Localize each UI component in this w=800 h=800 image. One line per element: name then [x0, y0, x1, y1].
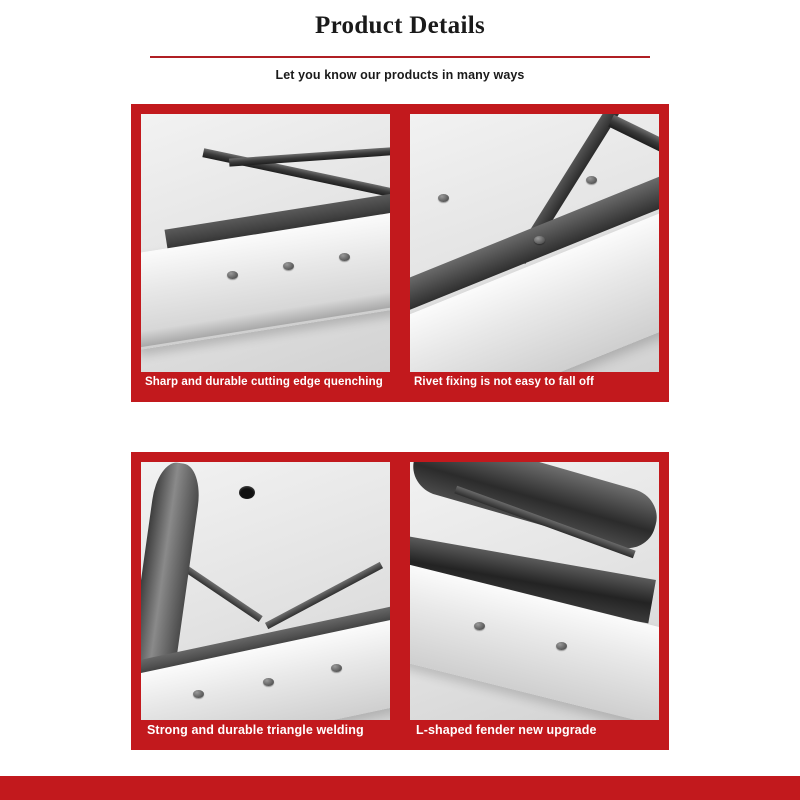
rivet-icon: [474, 622, 485, 630]
rivet-icon: [556, 642, 567, 650]
rivet-icon: [193, 690, 204, 698]
handle-tube: [410, 462, 659, 555]
rivet-icon: [339, 253, 350, 261]
panel-l-shaped-fender-caption: L-shaped fender new upgrade: [416, 723, 597, 737]
frame-strut-icon: [229, 145, 390, 166]
panel-row-1: [131, 104, 669, 402]
rivet-icon: [331, 664, 342, 672]
page-title: Product Details: [315, 12, 485, 39]
rivet-icon: [283, 262, 294, 270]
panel-triangle-welding-caption: Strong and durable triangle welding: [147, 723, 364, 737]
panel-cutting-edge: [131, 104, 400, 402]
panel-row-2: [131, 452, 669, 750]
page-header: [0, 0, 800, 82]
detail-panel-grid: [131, 104, 669, 750]
panel-l-shaped-fender: [400, 452, 669, 750]
page-subtitle: Let you know our products in many ways: [275, 68, 525, 82]
bolt-hole-icon: [239, 486, 255, 499]
panel-triangle-welding-image: [141, 462, 390, 720]
rivet-icon: [263, 678, 274, 686]
panel-l-shaped-fender-image: [410, 462, 659, 720]
rivet-icon: [534, 236, 545, 244]
panel-rivet-fixing-image: [410, 114, 659, 372]
rivet-icon: [227, 271, 238, 279]
footer-accent-bar: [0, 776, 800, 800]
rivet-icon: [438, 194, 449, 202]
panel-rivet-fixing: [400, 104, 669, 402]
rivet-icon: [586, 176, 597, 184]
panel-triangle-welding: [131, 452, 400, 750]
frame-brace-icon: [608, 115, 659, 171]
panel-cutting-edge-image: [141, 114, 390, 372]
title-divider: [150, 56, 650, 58]
panel-cutting-edge-caption: Sharp and durable cutting edge quenching: [145, 376, 383, 388]
panel-rivet-fixing-caption: Rivet fixing is not easy to fall off: [414, 376, 594, 388]
